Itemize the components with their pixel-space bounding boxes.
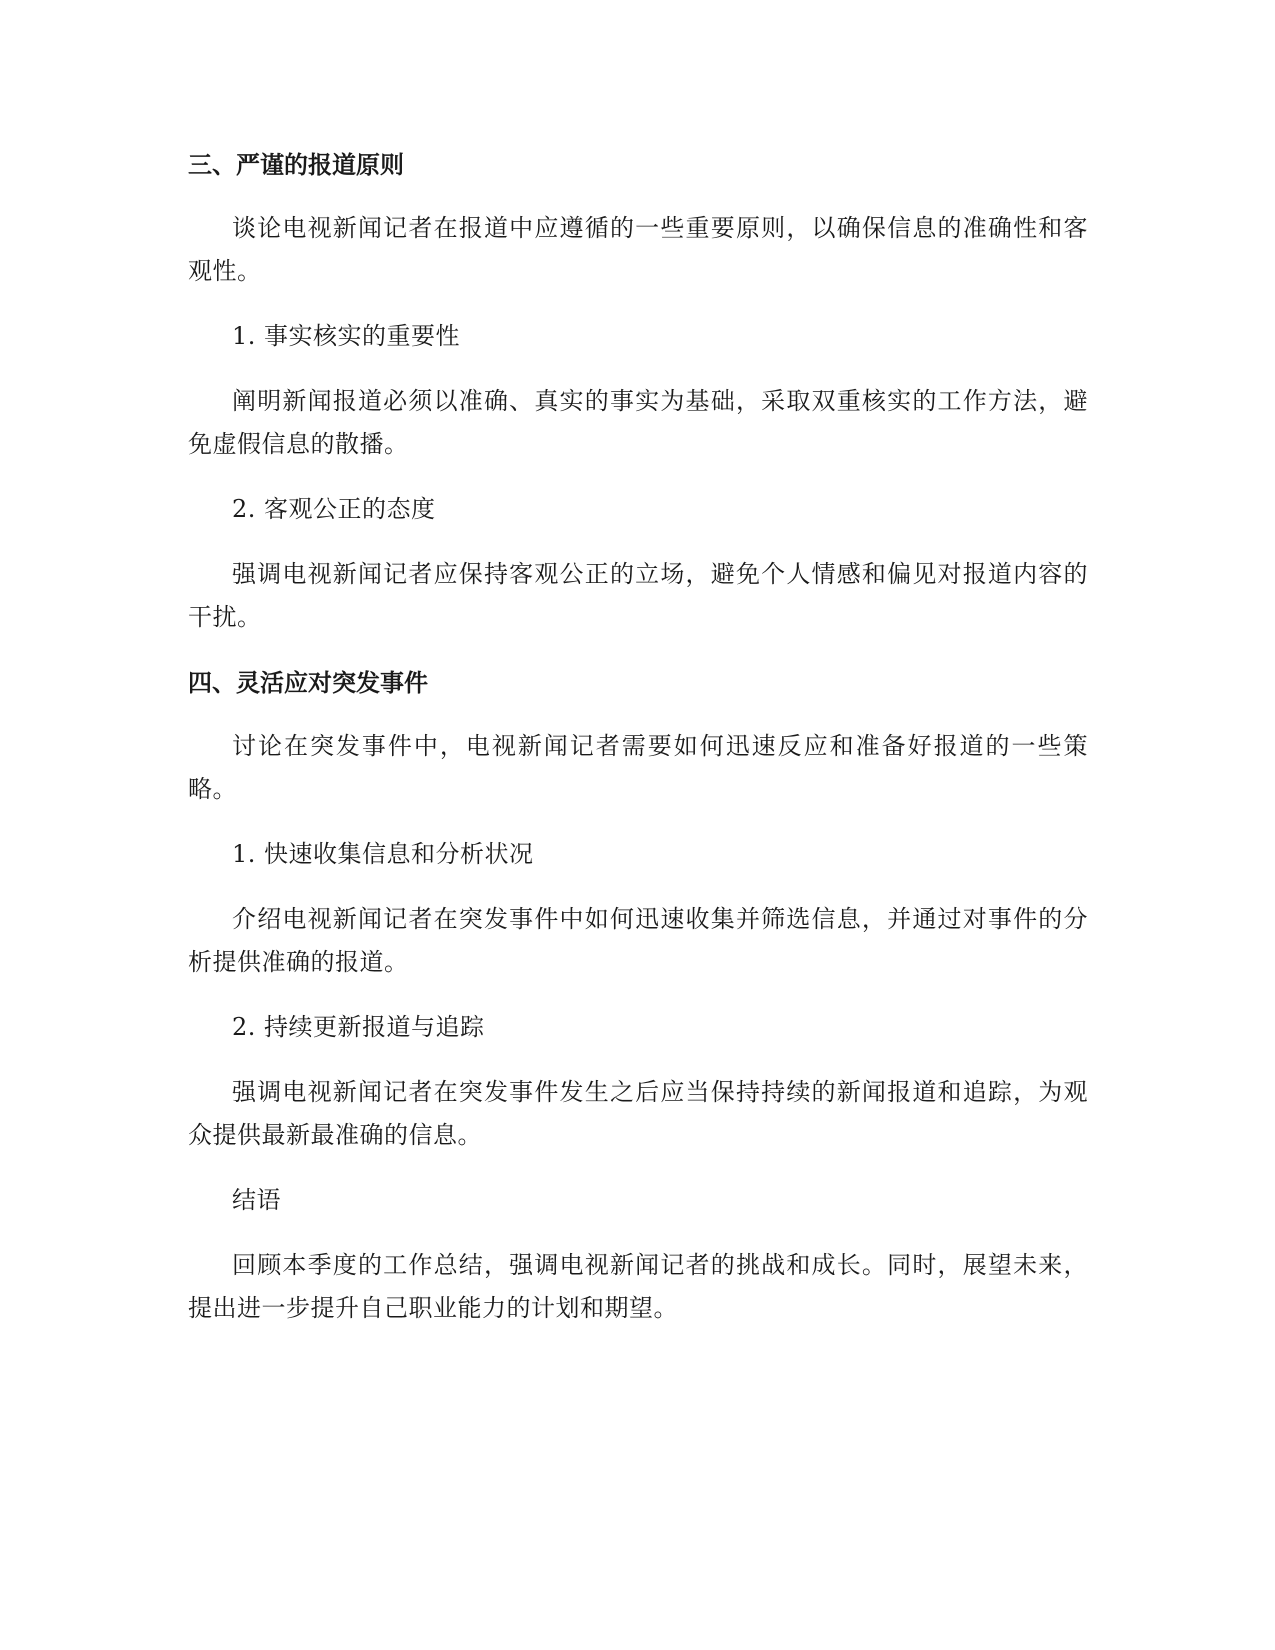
section-4-item-1-title: 1. 快速收集信息和分析状况: [232, 840, 534, 868]
document-content: [188, 145, 1088, 1330]
section-3-item-1-body: 阐明新闻报道必须以准确、真实的事实为基础，采取双重核实的工作方法，避免虚假信息的散播。: [188, 387, 1088, 458]
section-3-item-2-title: 2. 客观公正的态度: [232, 495, 436, 523]
section-3-item-2-body: 强调电视新闻记者应保持客观公正的立场，避免个人情感和偏见对报道内容的干扰。: [188, 560, 1088, 631]
conclusion-body: 回顾本季度的工作总结，强调电视新闻记者的挑战和成长。同时，展望未来，提出进一步提升自己职业能力的计划和期望。: [188, 1251, 1088, 1322]
section-4-heading: 四、灵活应对突发事件: [188, 669, 428, 697]
section-3-intro: 谈论电视新闻记者在报道中应遵循的一些重要原则，以确保信息的准确性和客观性。: [188, 214, 1088, 285]
section-3-item-1-title: 1. 事实核实的重要性: [232, 322, 461, 350]
section-4-item-2-title: 2. 持续更新报道与追踪: [232, 1013, 485, 1041]
section-4-intro: 讨论在突发事件中，电视新闻记者需要如何迅速反应和准备好报道的一些策略。: [188, 732, 1088, 803]
section-4-item-2-body: 强调电视新闻记者在突发事件发生之后应当保持持续的新闻报道和追踪，为观众提供最新最准确的信息。: [188, 1078, 1088, 1149]
section-4-item-1-body: 介绍电视新闻记者在突发事件中如何迅速收集并筛选信息，并通过对事件的分析提供准确的报道。: [188, 905, 1088, 976]
section-3-heading: 三、严谨的报道原则: [188, 151, 404, 179]
conclusion-title: 结语: [232, 1186, 281, 1214]
